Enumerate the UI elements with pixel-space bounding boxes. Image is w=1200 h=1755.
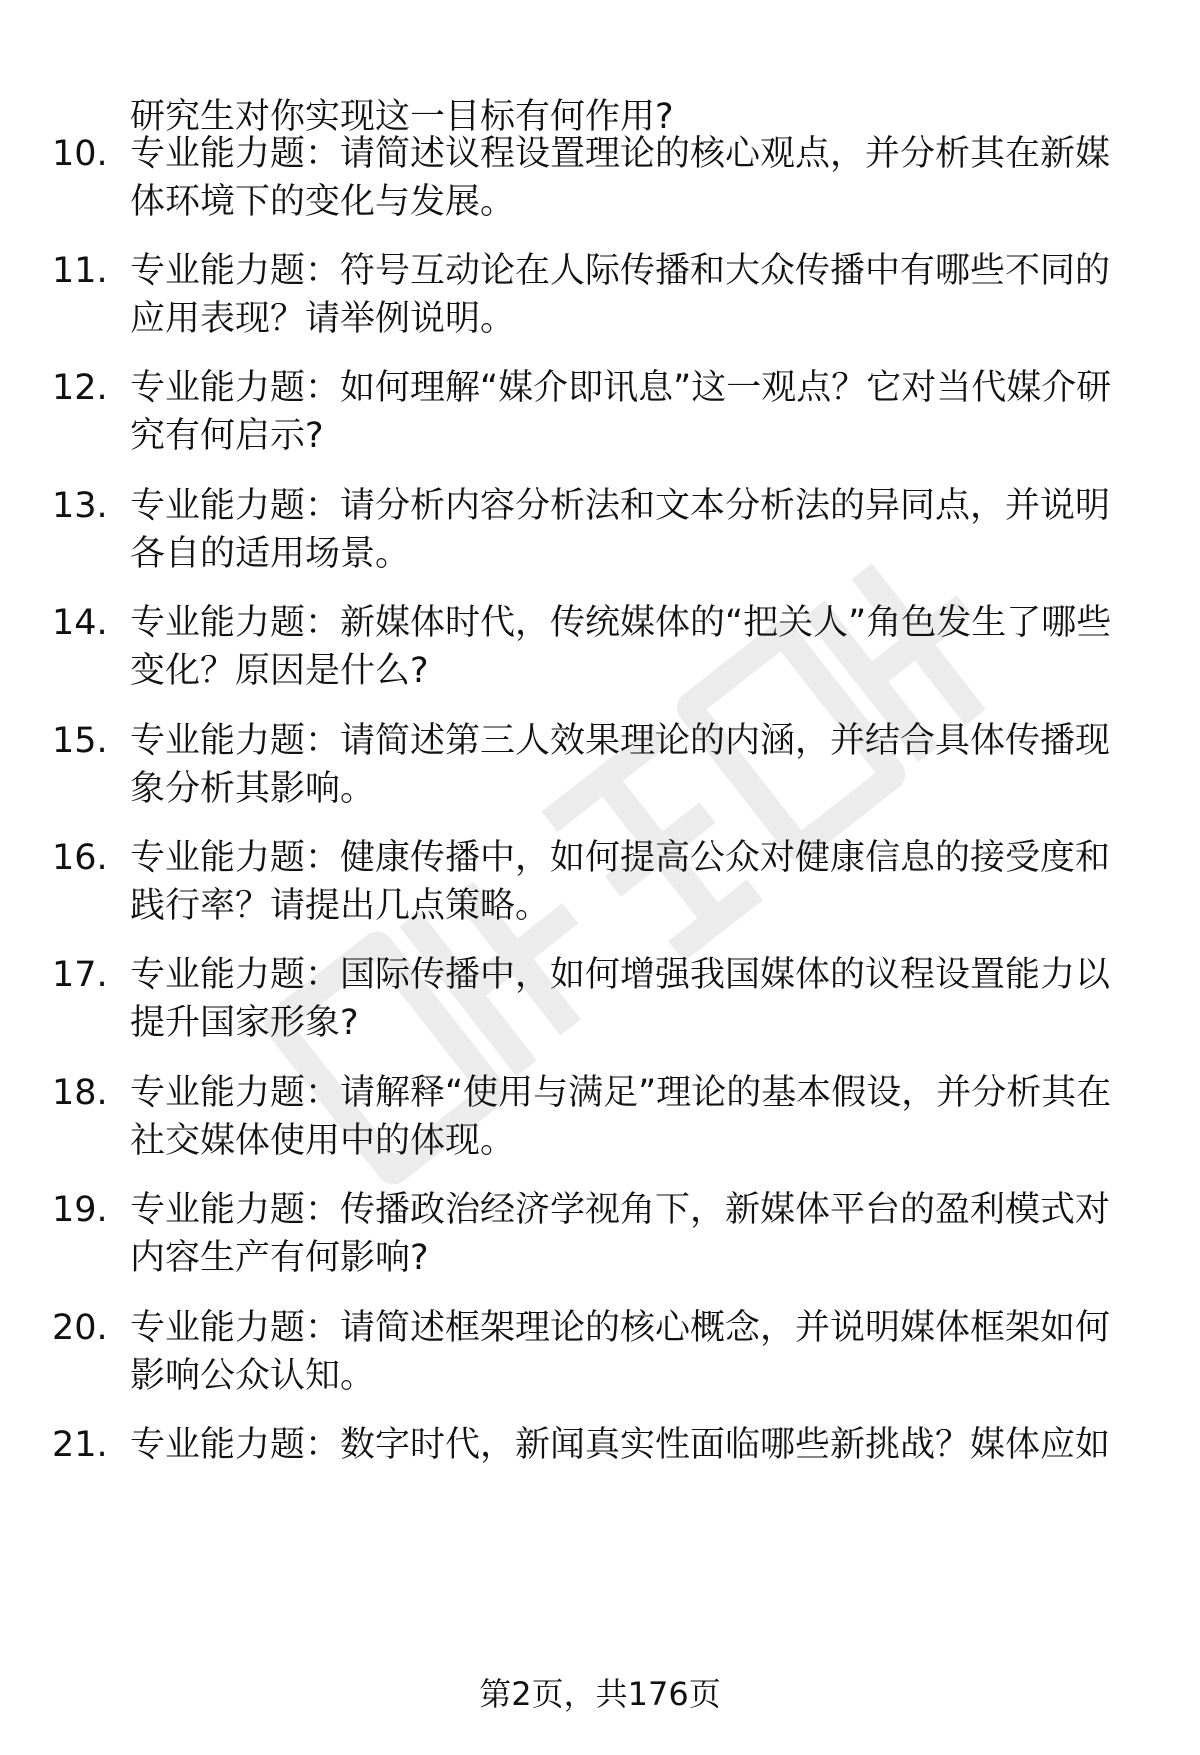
question-number: 11. — [52, 251, 108, 291]
list-item — [52, 1421, 1152, 1473]
question-number: 17. — [52, 955, 108, 995]
question-text: 专业能力题：如何理解“媒介即讯息”这一观点？它对当代媒介研究有何启示? — [130, 368, 1112, 456]
page-number: 第2页，共176页 — [479, 1675, 721, 1713]
list-item — [52, 1304, 1152, 1404]
question-text: 专业能力题：请简述第三人效果理论的内涵，并结合具体传播现象分析其影响。 — [130, 721, 1111, 809]
list-item — [52, 247, 1152, 347]
question-text: 专业能力题：传播政治经济学视角下，新媒体平台的盈利模式对内容生产有何影响? — [130, 1190, 1111, 1278]
list-item — [52, 364, 1152, 464]
question-continuation-text: 研究生对你实现这一目标有何作用? — [130, 97, 674, 137]
question-number: 15. — [52, 721, 108, 761]
list-item — [52, 599, 1152, 699]
question-text: 专业能力题：国际传播中，如何增强我国媒体的议程设置能力以提升国家形象? — [130, 955, 1111, 1043]
list-item — [52, 482, 1152, 582]
list-item — [52, 951, 1152, 1051]
question-number: 16. — [52, 838, 108, 878]
question-text: 专业能力题：请解释“使用与满足”理论的基本假设，并分析其在社交媒体使用中的体现。 — [130, 1073, 1112, 1161]
question-number: 14. — [52, 603, 108, 643]
page-footer — [0, 1672, 1200, 1716]
question-text: 专业能力题：数字时代，新闻真实性面临哪些新挑战？媒体应如 — [130, 1425, 1111, 1465]
question-text: 专业能力题：请简述议程设置理论的核心观点，并分析其在新媒体环境下的变化与发展。 — [130, 134, 1111, 222]
question-text: 专业能力题：健康传播中，如何提高公众对健康信息的接受度和践行率？请提出几点策略。 — [130, 838, 1111, 926]
list-item — [52, 1069, 1152, 1169]
question-text: 专业能力题：请分析内容分析法和文本分析法的异同点，并说明各自的适用场景。 — [130, 486, 1111, 574]
question-number: 19. — [52, 1190, 108, 1230]
question-text: 专业能力题：新媒体时代，传统媒体的“把关人”角色发生了哪些变化？原因是什么? — [130, 603, 1112, 691]
list-item — [52, 834, 1152, 934]
question-number: 13. — [52, 486, 108, 526]
list-item — [52, 1186, 1152, 1286]
question-number: 18. — [52, 1073, 108, 1113]
question-text: 专业能力题：请简述框架理论的核心概念，并说明媒体框架如何影响公众认知。 — [130, 1308, 1111, 1396]
list-item — [52, 130, 1152, 230]
question-text: 专业能力题：符号互动论在人际传播和大众传播中有哪些不同的应用表现？请举例说明。 — [130, 251, 1111, 339]
question-number: 21. — [52, 1425, 108, 1465]
question-number: 12. — [52, 368, 108, 408]
question-number: 20. — [52, 1308, 108, 1348]
question-number: 10. — [52, 134, 108, 174]
list-item — [52, 717, 1152, 817]
